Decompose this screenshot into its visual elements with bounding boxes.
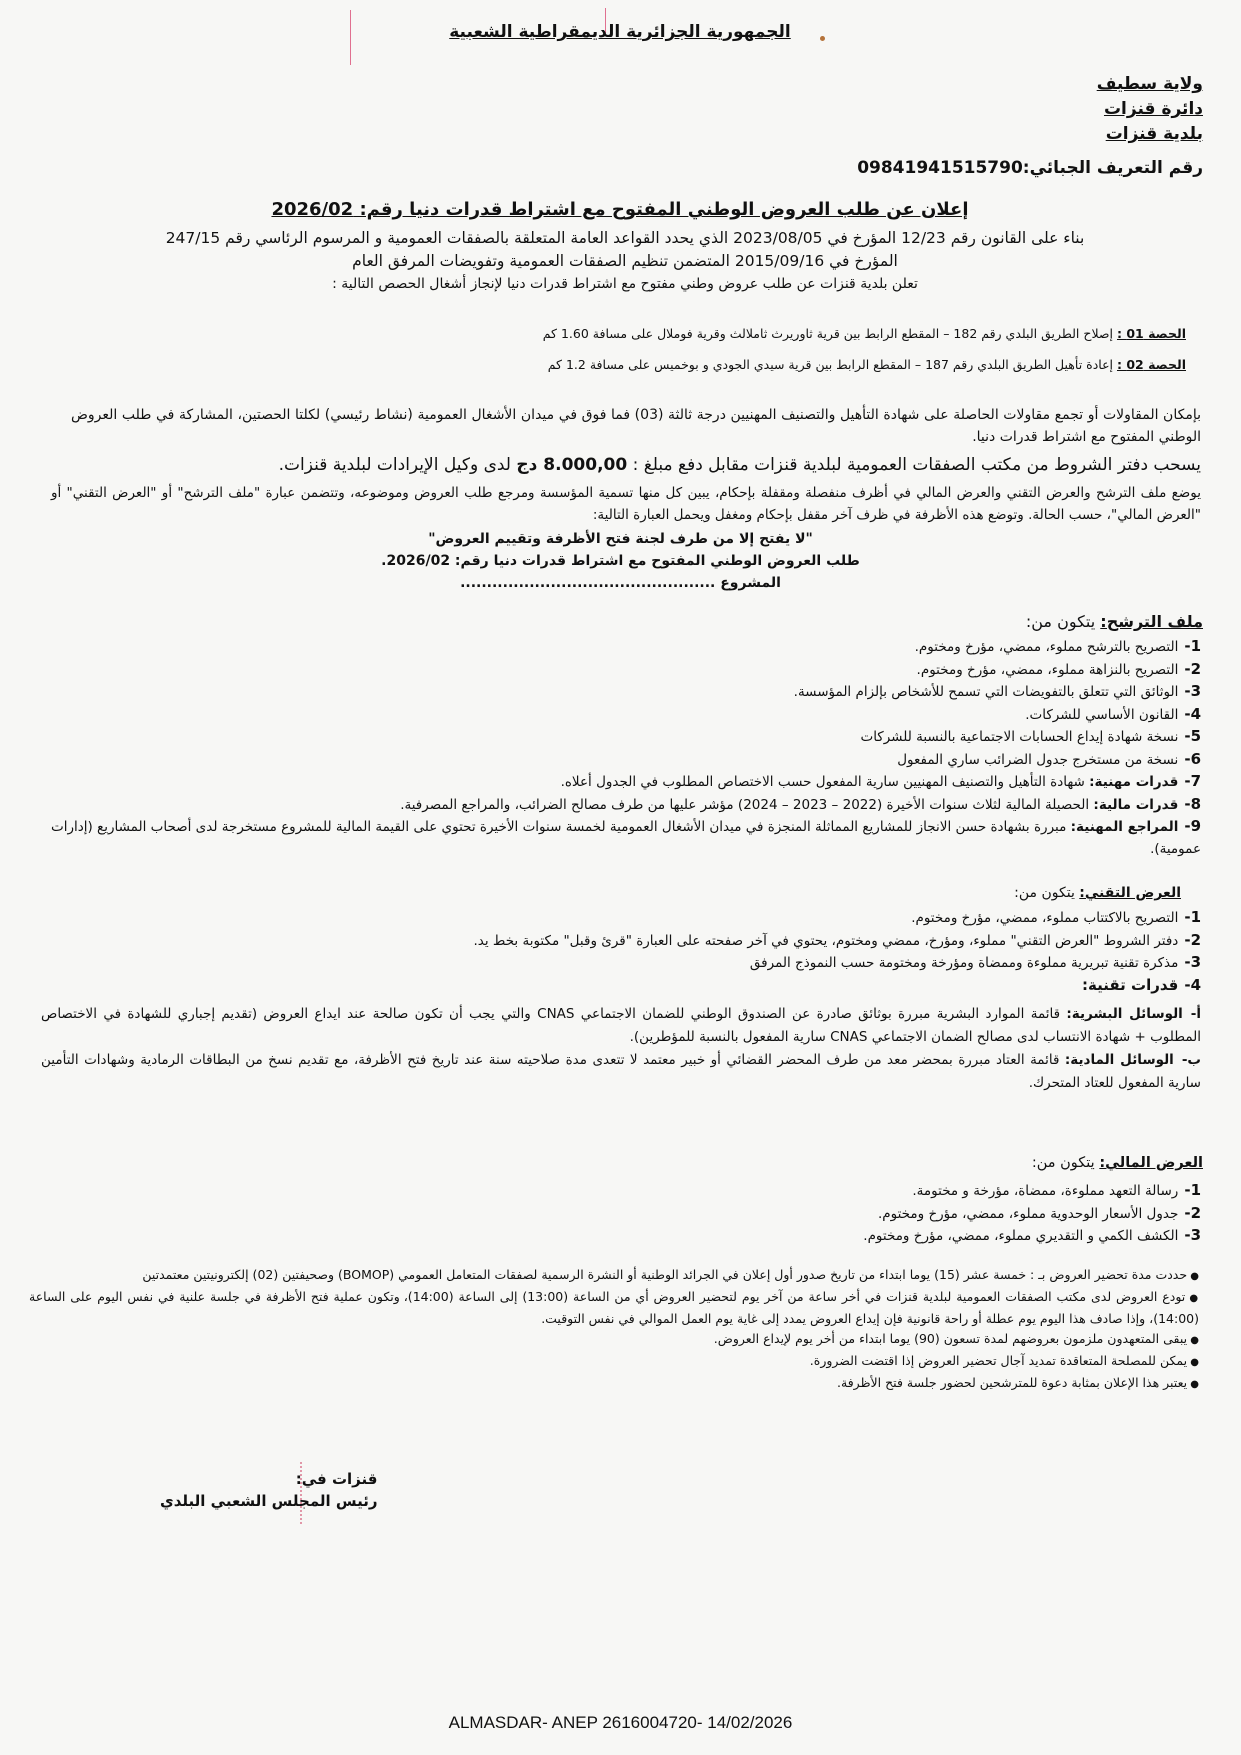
envelope-label bbox=[0, 528, 1241, 594]
eligibility-paragraph: بإمكان المقاولات أو تجمع مقاولات الحاصلة على شهادة التأهيل والتصنيف المهنيين درجة ثالثة (03) فما فوق في ميدان الأشغال العمومية (نشاط رئيسي) لكلتا الحصتين، المشاركة في طلب العروض الوطني المفتوح مع اشتراط قدرات دنيا. bbox=[71, 407, 1201, 445]
envelope-line-1: "لا يفتح إلا من طرف لجنة فتح الأظرفة وتقييم العروض" bbox=[428, 531, 813, 547]
list-item: 6-نسخة من مستخرج جدول الضرائب ساري المفعول bbox=[897, 749, 1201, 768]
section-subtitle: يتكون من: bbox=[1031, 1155, 1100, 1171]
note-item: ● يبقى المتعهدون ملزمون بعروضهم لمدة تسعون (90) يوما ابتداء من أخر يوم لإيداع العروض. bbox=[29, 1329, 1199, 1351]
list-item: 4-القانون الأساسي للشركات. bbox=[1025, 704, 1201, 723]
republic-heading: الجمهورية الجزائرية الديمقراطية الشعبية bbox=[449, 22, 791, 42]
list-item: 4-قدرات تقنية: bbox=[1082, 975, 1201, 994]
fee-amount: 8.000,00 دج bbox=[516, 455, 628, 475]
lot-text: إعادة تأهيل الطريق البلدي رقم 187 – المقطع الرابط بين قرية سيدي الجودي و بوخميس على مسافة 1.2 كم bbox=[547, 357, 1113, 372]
lot-01 bbox=[543, 326, 1186, 341]
specifications-fee bbox=[51, 455, 1201, 475]
intro-line-3: تعلن بلدية قنزات عن طلب عروض وطني مفتوح مع اشتراط قدرات دنيا لإنجاز أشغال الحصص التالية : bbox=[332, 276, 918, 292]
technical-heading bbox=[1014, 885, 1181, 901]
signature-role: رئيس المجلس الشعبي البلدي bbox=[160, 1492, 378, 1510]
lot-label: الحصة 02 : bbox=[1116, 357, 1186, 372]
technical-capacities bbox=[41, 1003, 1201, 1095]
list-item: 9-المراجع المهنية: مبررة بشهادة حسن الانجاز للمشاريع المماثلة المنجزة في ميدان الأشغال العمومية لخمسة سنوات الأخيرة تحتوي على القيمة المالية للمشروع مستخرجة لدى أصحاب المشاريع (إدارات عمومية). bbox=[51, 817, 1201, 857]
scan-dot bbox=[820, 36, 825, 41]
list-item: 3-الكشف الكمي و التقديري مملوء، ممضي، مؤرخ ومختوم. bbox=[863, 1226, 1201, 1244]
signature-place: قنزات في: bbox=[295, 1470, 378, 1488]
financial-list bbox=[51, 1180, 1201, 1248]
tax-id: رقم التعريف الجبائي:09841941515790 bbox=[857, 158, 1203, 178]
wilaya-label: ولاية سطيف bbox=[1096, 74, 1203, 94]
fee-text-end: لدى وكيل الإيرادات لبلدية قنزات. bbox=[278, 455, 517, 475]
announcement-title: إعلان عن طلب العروض الوطني المفتوح مع اشتراط قدرات دنيا رقم: 2026/02 bbox=[271, 199, 969, 220]
legal-intro bbox=[40, 227, 1210, 296]
lot-text: إصلاح الطريق البلدي رقم 182 – المقطع الرابط بين قرية ثاوريرث ثاملالث وقرية فوملال على مسافة 1.60 كم bbox=[542, 326, 1113, 341]
technical-list bbox=[51, 907, 1201, 996]
section-subtitle: يتكون من: bbox=[1014, 885, 1080, 901]
note-item: ● حددت مدة تحضير العروض بـ : خمسة عشر (15) يوما ابتداء من تاريخ صدور أول إعلان في الجرائد الوطنية أو النشرة الرسمية لصفقات المتعامل العمومي (BOMOP) وصحيفتين (02) إلكترونيتين معتمدتين bbox=[29, 1265, 1199, 1287]
list-item: 1-رسالة التعهد مملوءة، ممضاة، مؤرخة و مختومة. bbox=[912, 1181, 1201, 1199]
lot-02 bbox=[548, 357, 1186, 372]
lot-label: الحصة 01 : bbox=[1116, 326, 1186, 341]
envelope-instructions: يوضع ملف الترشح والعرض التقني والعرض المالي في أظرف منفصلة ومقفلة بإحكام، يبين كل منها تسمية المؤسسة ومرجع طلب العروض وموضوعه، وتتضمن عبارة "ملف الترشح" أو "العرض التقني" أو "العرض المالي"، حسب الحالة. وتوضع هذه الأظرفة في ظرف آخر مقفل بإحكام ومغفل ويحمل العبارة التالية: bbox=[51, 485, 1201, 523]
intro-line-1: بناء على القانون رقم 12/23 المؤرخ في 2023/08/05 الذي يحدد القواعد العامة المتعلقة بالصفقات العمومية و المرسوم الرئاسي رقم 247/15 bbox=[165, 229, 1085, 247]
note-item: ● يمكن للمصلحة المتعاقدة تمديد آجال تحضير العروض إذا اقتضت الضرورة. bbox=[29, 1351, 1199, 1373]
list-item: 1-التصريح بالاكتتاب مملوء، ممضي، مؤرخ ومختوم. bbox=[911, 908, 1201, 926]
signature-block bbox=[160, 1468, 377, 1512]
list-item: 7-قدرات مهنية: شهادة التأهيل والتصنيف المهنيين سارية المفعول حسب الاختصاص المطلوب في الجدول أعلاه. bbox=[560, 772, 1201, 790]
note-item: ● تودع العروض لدى مكتب الصفقات العمومية لبلدية قنزات في أخر ساعة من آخر يوم لتحضير العروض أي من الساعة (13:00) إلى الساعة (14:00)، وتكون عملية فتح الأظرفة في جلسة علنية في نفس اليوم على الساعة (14:00)، وإذا صادف هذا اليوم يوم عطلة أو راحة قانونية فإن إيداع العروض يمدد إلى غاية يوم العمل الموالي في نفس التوقيت. bbox=[29, 1287, 1199, 1329]
note-item: ● يعتبر هذا الإعلان بمثابة دعوة للمترشحين لحضور جلسة فتح الأظرفة. bbox=[29, 1373, 1199, 1395]
list-item: 2-التصريح بالنزاهة مملوء، ممضي، مؤرخ ومختوم. bbox=[916, 659, 1201, 678]
commune-label: بلدية قنزات bbox=[1105, 124, 1203, 144]
list-item: 3-مذكرة تقنية تبريرية مملوءة وممضاة ومؤرخة ومختومة حسب النموذج المرفق bbox=[749, 953, 1201, 971]
envelope-line-3: المشروع ................................................ bbox=[460, 575, 781, 591]
section-subtitle: يتكون من: bbox=[1025, 612, 1101, 631]
list-item: 8-قدرات مالية: الحصيلة المالية لثلاث سنوات الأخيرة (2022 – 2023 – 2024) مؤشر عليها من طرف مصالح الضرائب، والمراجع المصرفية. bbox=[400, 794, 1201, 813]
candidature-heading bbox=[1026, 612, 1203, 631]
capacity-human: أ-الوسائل البشرية: قائمة الموارد البشرية مبررة بوثائق صادرة عن الصندوق الوطني للضمان الاجتماعي CNAS والتي يجب أن تكون صالحة عند ايداع العروض (تقديم إجباري للشهادة في الاختصاص المطلوب + شهادة الانتساب لدى مصالح الضمان الاجتماعي CNAS سارية المفعول بالنسبة للمؤطرين). bbox=[41, 1006, 1201, 1045]
administration-block bbox=[1097, 72, 1203, 147]
list-item: 2-جدول الأسعار الوحدوية مملوء، ممضي، مؤرخ ومختوم. bbox=[877, 1203, 1201, 1222]
fee-text: يسحب دفتر الشروط من مكتب الصفقات العمومية لبلدية قنزات مقابل دفع مبلغ : bbox=[627, 455, 1201, 475]
publication-footer: ALMASDAR- ANEP 2616004720- 14/02/2026 bbox=[448, 1713, 793, 1732]
section-title: العرض التقني: bbox=[1079, 885, 1181, 901]
list-item: 3-الوثائق التي تتعلق بالتفويضات التي تسمح للأشخاص بإلزام المؤسسة. bbox=[793, 682, 1201, 700]
list-item: 2-دفتر الشروط "العرض التقني" مملوء، ومؤرخ، ممضي ومختوم، يحتوي في آخر صفحته على العبارة "قرئ وقبل" مكتوبة بخط يد. bbox=[473, 930, 1201, 949]
envelope-line-2: طلب العروض الوطني المفتوح مع اشتراط قدرات دنيا رقم: 2026/02. bbox=[381, 553, 860, 569]
list-item: 5-نسخة شهادة إيداع الحسابات الاجتماعية بالنسبة للشركات bbox=[860, 727, 1201, 745]
financial-heading bbox=[1032, 1155, 1203, 1171]
notes-list bbox=[29, 1265, 1199, 1395]
section-title: العرض المالي: bbox=[1099, 1155, 1203, 1171]
scan-mark bbox=[350, 10, 351, 65]
intro-line-2: المؤرخ في 2015/09/16 المتضمن تنظيم الصفقات العمومية وتفويضات المرفق العام bbox=[352, 252, 898, 270]
list-item: 1-التصريح بالترشح مملوء، ممضي، مؤرخ ومختوم. bbox=[914, 637, 1201, 655]
candidature-list bbox=[51, 636, 1201, 860]
daira-label: دائرة قنزات bbox=[1103, 99, 1203, 119]
capacity-material: ب-الوسائل المادية: قائمة العتاد مبررة بمحضر معد من طرف المحضر القضائي أو خبير معتمد لا تتعدى مدة صلاحيته سنة عند تاريخ فتح الأظرفة، مع تقديم نسخ من البطاقات الرمادية وشهادات التأمين سارية المفعول للعتاد المتحرك. bbox=[41, 1052, 1201, 1091]
section-title: ملف الترشح: bbox=[1100, 612, 1203, 631]
